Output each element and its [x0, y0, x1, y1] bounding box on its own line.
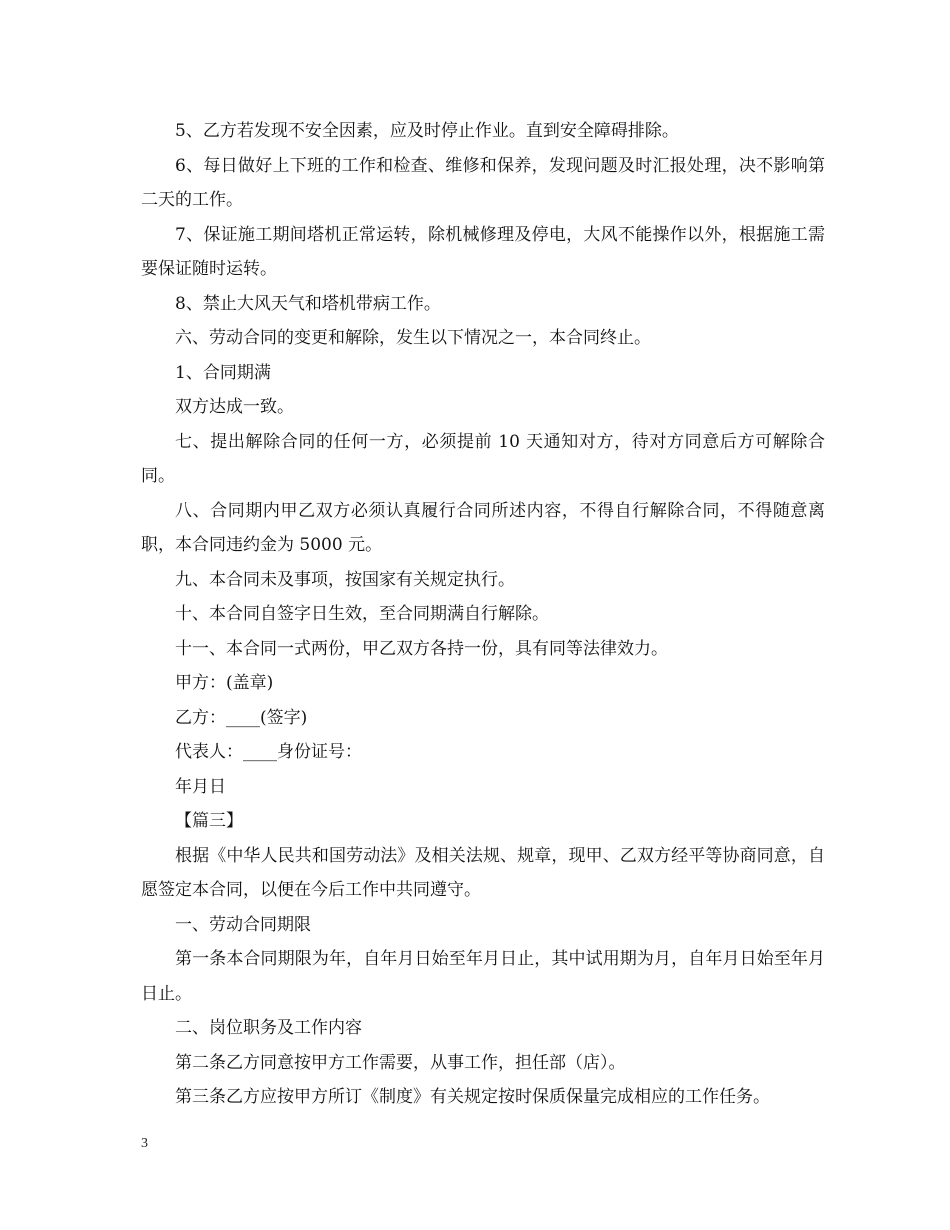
- section-heading-10: 十、本合同自签字日生效，至合同期满自行解除。: [175, 604, 549, 624]
- paragraph-mutual-agreement: 双方达成一致。: [175, 397, 294, 417]
- paragraph-term-expiry: 1、合同期满: [175, 362, 271, 383]
- paragraph-clause-7: 7、保证施工期间塔机正常运转，除机械修理及停电，大风不能操作以外，根据施工需要保证随时运转。: [141, 224, 825, 279]
- article-1: 第一条本合同期限为年，自年月日始至年月日止，其中试用期为月，自年月日始至年月日止。: [141, 949, 825, 1004]
- paragraph-clause-6: 6、每日做好上下班的工作和检查、维修和保养，发现问题及时汇报处理，决不影响第二天的工作。: [141, 155, 825, 210]
- paragraph-clause-5: 5、乙方若发现不安全因素，应及时停止作业。直到安全障碍排除。: [175, 121, 679, 141]
- signature-date: 年月日: [175, 776, 226, 797]
- contract-body: [141, 114, 825, 1115]
- section-heading-term: 一、劳动合同期限: [175, 914, 311, 935]
- section-heading-7: 七、提出解除合同的任何一方，必须提前 10 天通知对方，待对方同意后方可解除合同。: [141, 431, 825, 486]
- section-heading-duties: 二、岗位职务及工作内容: [175, 1018, 362, 1038]
- signature-party-a: 甲方：(盖章): [175, 673, 274, 693]
- section-heading-6: 六、劳动合同的变更和解除，发生以下情况之一，本合同终止。: [175, 328, 651, 348]
- section-heading-11: 十一、本合同一式两份，甲乙双方各持一份，具有同等法律效力。: [175, 638, 668, 659]
- signature-representative: 代表人：____身份证号：: [175, 742, 362, 762]
- article-3: 第三条乙方应按甲方所订《制度》有关规定按时保质保量完成相应的工作任务。: [175, 1087, 770, 1107]
- paragraph-clause-8: 8、禁止大风天气和塔机带病工作。: [175, 293, 441, 314]
- section-heading-8: 八、合同期内甲乙双方必须认真履行合同所述内容，不得自行解除合同，不得随意离职，本合同违约金为 5000 元。: [141, 500, 825, 555]
- part-three-heading: 【篇三】: [175, 811, 243, 831]
- page-number: 3: [141, 1136, 148, 1151]
- signature-party-b: 乙方：____(签字): [175, 707, 308, 728]
- article-2: 第二条乙方同意按甲方工作需要，从事工作，担任部（店）。: [175, 1052, 626, 1073]
- section-heading-9: 九、本合同未及事项，按国家有关规定执行。: [175, 569, 515, 590]
- paragraph-preamble: 根据《中华人民共和国劳动法》及相关法规、规章，现甲、乙双方经平等协商同意，自愿签定本合同，以便在今后工作中共同遵守。: [141, 845, 825, 900]
